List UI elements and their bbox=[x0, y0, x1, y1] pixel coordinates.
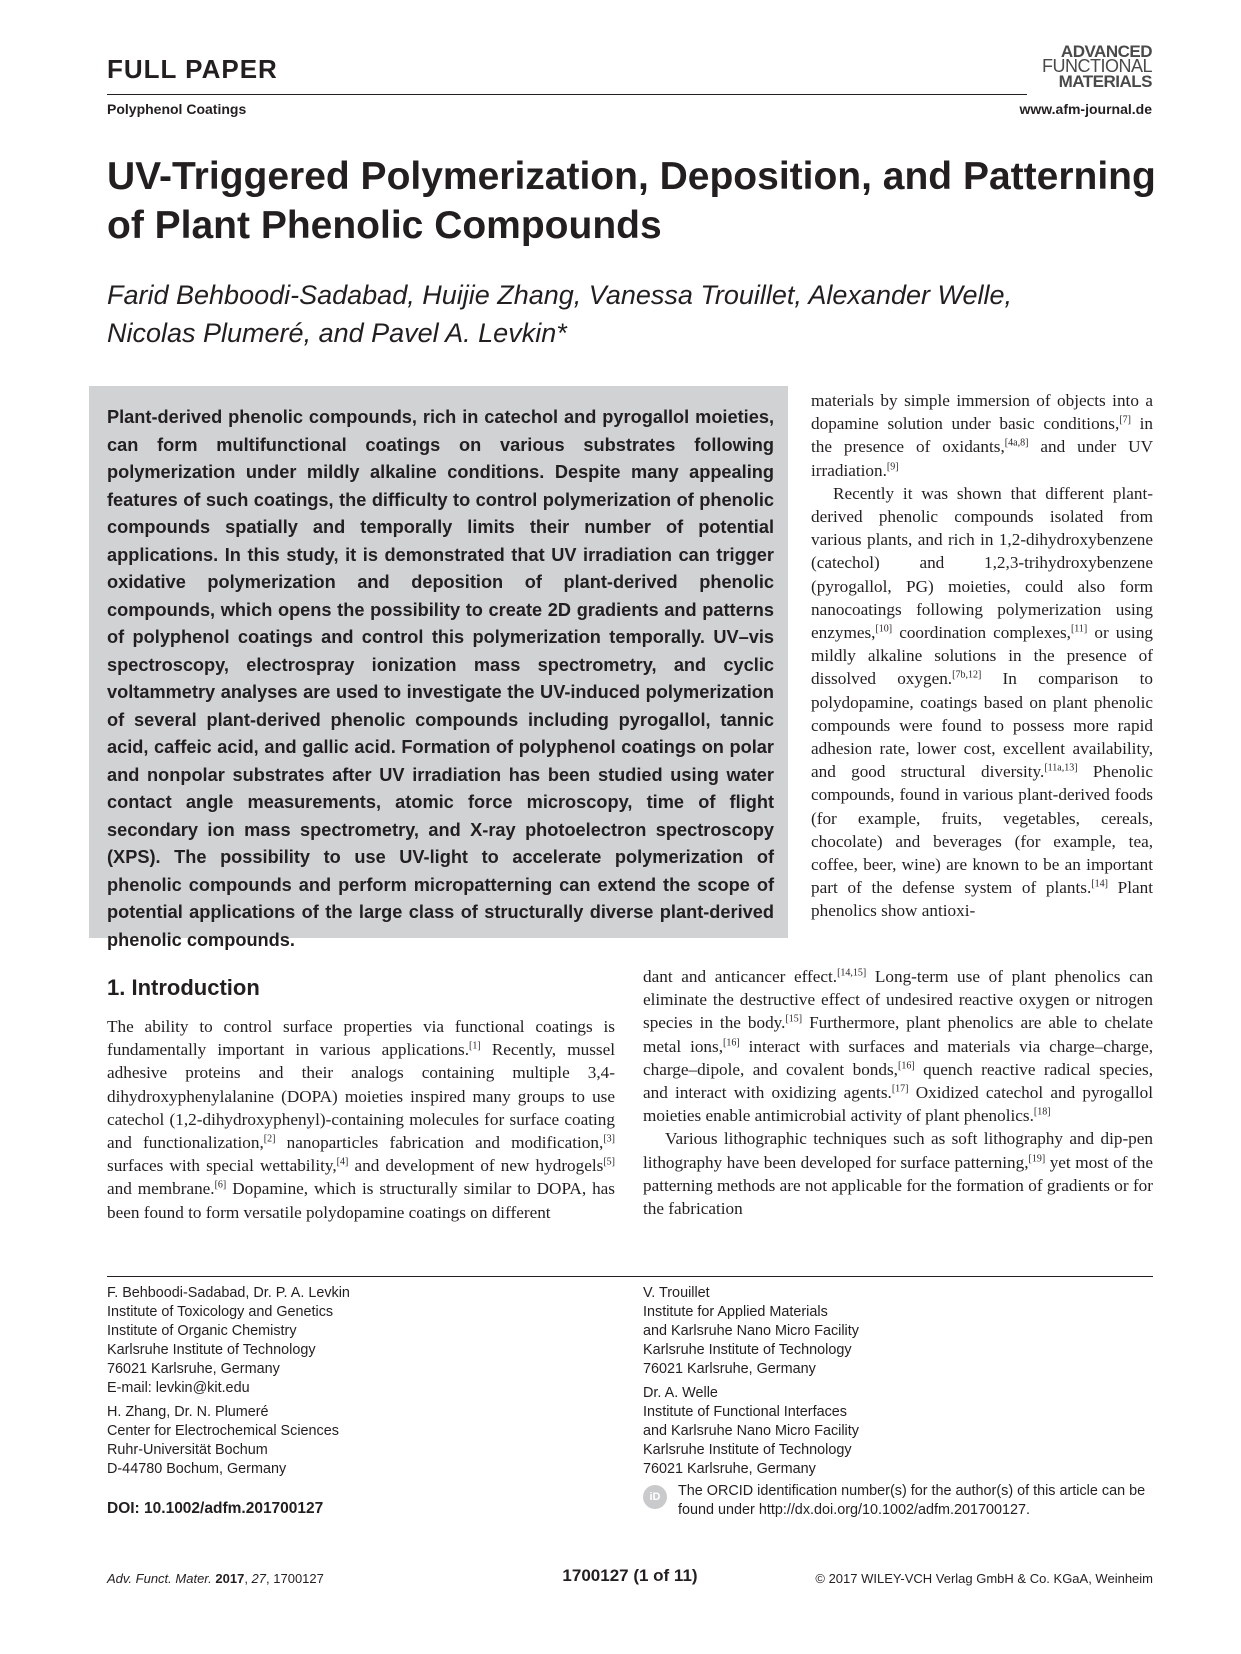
citation[interactable]: [7b,12] bbox=[952, 669, 982, 681]
body-text: nanoparticles fabrication and modification, bbox=[275, 1133, 604, 1153]
orcid-icon: iD bbox=[643, 1485, 667, 1509]
body-text: or using mildly alkaline solutions in the presence of dissolved oxygen. bbox=[811, 623, 1154, 689]
journal-logo bbox=[1032, 44, 1152, 89]
body-text: and membrane. bbox=[107, 1179, 215, 1199]
journal-logo-line: MATERIALS bbox=[1058, 72, 1152, 91]
page-number: 1700127 (1 of 11) bbox=[562, 1566, 698, 1585]
body-text: and development of new hydrogels bbox=[348, 1156, 604, 1176]
citation[interactable]: [15] bbox=[785, 1013, 803, 1025]
copyright: © 2017 WILEY-VCH Verlag GmbH & Co. KGaA, Weinheim bbox=[815, 1571, 1153, 1586]
body-paragraph bbox=[107, 1015, 615, 1224]
citation[interactable]: [7] bbox=[1119, 414, 1131, 426]
affiliations-right bbox=[643, 1284, 859, 1479]
body-text: yet most of the patterning methods are not applicable for the formation of gradients or for the fabrication bbox=[643, 1152, 1153, 1219]
citation[interactable]: [4] bbox=[336, 1156, 349, 1168]
footer-article-number: 1700127 bbox=[273, 1571, 324, 1586]
affiliation-line: D-44780 Bochum, Germany bbox=[107, 1461, 287, 1477]
body-text: Long-term use of plant phenolics can eliminate the destructive effect of undesired reactive oxygen or nitrogen species in the body. bbox=[643, 967, 1153, 1033]
body-text: dant and anticancer effect. bbox=[643, 967, 838, 986]
body-text: Oxidized catechol and pyrogallol moieties enable antimicrobial activity of plant phenolics. bbox=[643, 1083, 1154, 1126]
citation[interactable]: [1] bbox=[469, 1040, 481, 1052]
affiliation-line: Institute of Functional Interfaces bbox=[643, 1404, 847, 1420]
affiliation-line: and Karlsruhe Nano Micro Facility bbox=[643, 1423, 859, 1439]
affiliation-line: Karlsruhe Institute of Technology bbox=[643, 1442, 852, 1458]
citation[interactable]: [16] bbox=[723, 1036, 740, 1048]
citation[interactable]: [11] bbox=[1070, 623, 1088, 635]
body-column-right bbox=[811, 389, 1153, 923]
body-text: coordination complexes, bbox=[892, 623, 1071, 643]
affiliation-line: 76021 Karlsruhe, Germany bbox=[643, 1461, 816, 1477]
affiliation-line: E-mail: levkin@kit.edu bbox=[107, 1380, 250, 1396]
citation[interactable]: [3] bbox=[603, 1133, 615, 1145]
body-text: quench reactive radical species, and interact with oxidizing agents. bbox=[643, 1059, 1154, 1103]
affiliation-line: Dr. A. Welle bbox=[643, 1385, 718, 1401]
citation[interactable]: [11a,13] bbox=[1044, 762, 1078, 774]
affiliation-line: 76021 Karlsruhe, Germany bbox=[643, 1361, 816, 1377]
citation[interactable]: [5] bbox=[603, 1156, 615, 1168]
running-head-label: FULL PAPER bbox=[107, 54, 278, 84]
journal-logo-line: ADVANCED bbox=[1060, 42, 1152, 61]
section-label: Polyphenol Coatings bbox=[107, 101, 247, 117]
body-paragraph bbox=[643, 1127, 1153, 1220]
body-text: The ability to control surface properties via functional coatings is fundamentally important in various applications. bbox=[107, 1017, 615, 1060]
author-list: Farid Behboodi-Sadabad, Huijie Zhang, Vanessa Trouillet, Alexander Welle, Nicolas Plumeré, and Pavel A. Levkin* bbox=[107, 280, 1013, 348]
orcid-note: The ORCID identification number(s) for the author(s) of this article can be found under http://dx.doi.org/10.1002/adfm.201700127. bbox=[678, 1483, 1146, 1518]
body-text: Furthermore, plant phenolics are able to chelate metal ions, bbox=[643, 1013, 1153, 1056]
body-paragraph bbox=[811, 389, 1153, 482]
body-text: interact with surfaces and materials via charge–charge, charge–dipole, and covalent bonds, bbox=[643, 1036, 1153, 1079]
body-text: surfaces with special wettability, bbox=[107, 1156, 337, 1176]
citation[interactable]: [10] bbox=[875, 623, 893, 635]
journal-logo-line: FUNCTIONAL bbox=[1041, 56, 1152, 76]
affiliation-line: F. Behboodi-Sadabad, Dr. P. A. Levkin bbox=[107, 1285, 350, 1301]
citation[interactable]: [14,15] bbox=[837, 967, 867, 979]
body-text: In comparison to polydopamine, coatings based on plant phenolic compounds were found to possess more rapid adhesion rate, lower cost, excellent availability, and good structural diversity. bbox=[811, 669, 1153, 782]
affiliation-line: and Karlsruhe Nano Micro Facility bbox=[643, 1323, 859, 1339]
body-text: in the presence of oxidants, bbox=[811, 414, 1153, 457]
citation[interactable]: [14] bbox=[1091, 878, 1108, 890]
citation[interactable]: [2] bbox=[263, 1133, 276, 1145]
body-text: materials by simple immersion of objects into a dopamine solution under basic conditions, bbox=[811, 391, 1153, 434]
doi[interactable]: DOI: 10.1002/adfm.201700127 bbox=[107, 1500, 324, 1517]
citation[interactable]: [19] bbox=[1028, 1152, 1046, 1164]
affiliation-line: V. Trouillet bbox=[643, 1285, 710, 1301]
footer-volume: 27 bbox=[251, 1571, 267, 1586]
affiliation-line: 76021 Karlsruhe, Germany bbox=[107, 1361, 280, 1377]
citation[interactable]: [17] bbox=[891, 1083, 909, 1095]
header-rule bbox=[107, 94, 1027, 95]
affiliation-line: Center for Electrochemical Sciences bbox=[107, 1423, 339, 1439]
affiliation-line: Institute of Organic Chemistry bbox=[107, 1323, 297, 1339]
affiliation-line: Ruhr-Universität Bochum bbox=[107, 1442, 268, 1458]
body-paragraph bbox=[643, 965, 1153, 1127]
body-text: and under UV irradiation. bbox=[811, 437, 1153, 480]
affiliation-rule bbox=[107, 1276, 1153, 1277]
body-column-left bbox=[107, 1015, 615, 1224]
footer-journal: Adv. Funct. Mater. bbox=[107, 1571, 212, 1586]
abstract-text: Plant-derived phenolic compounds, rich in catechol and pyrogallol moieties, can form multifunctional coatings on various substrates following polymerization under mildly alkaline conditions. Despite many appealing features of such coatings, the difficulty to control polymerization of phenolic compounds spatially and temporally limits their number of potential applications. In this study, it is demonstrated that UV irradiation can trigger oxidative polymerization and deposition of plant-derived phenolic compounds, which opens the possibility to create 2D gradients and patterns of polyphenol coatings and control this polymerization temporally. UV–vis spectroscopy, electrospray ionization mass spectrometry, and cyclic voltammetry analyses are used to investigate the UV-induced polymerization of several plant-derived phenolic compounds including pyrogallol, tannic acid, caffeic acid, and gallic acid. Formation of polyphenol coatings on polar and nonpolar substrates after UV irradiation has been studied using water contact angle measurements, atomic force microscopy, time of flight secondary ion mass spectrometry, and X-ray photoelectron spectroscopy (XPS). The possibility to use UV-light to accelerate polymerization of phenolic compounds and perform micropatterning can extend the scope of potential applications of the large class of structurally diverse plant-derived phenolic compounds. bbox=[107, 407, 774, 950]
citation[interactable]: [6] bbox=[214, 1179, 227, 1191]
affiliation-line: Karlsruhe Institute of Technology bbox=[643, 1342, 852, 1358]
body-column-right-lower bbox=[643, 965, 1153, 1220]
affiliation-line: Karlsruhe Institute of Technology bbox=[107, 1342, 316, 1358]
affiliations-left bbox=[107, 1284, 350, 1479]
body-text: Dopamine, which is structurally similar to DOPA, has been found to form versatile polydopamine coatings on different bbox=[107, 1179, 615, 1222]
article-title: UV-Triggered Polymerization, Deposition, and Patterning of Plant Phenolic Compounds bbox=[107, 155, 1156, 247]
body-paragraph bbox=[811, 482, 1153, 923]
section-heading: 1. Introduction bbox=[107, 975, 260, 1000]
citation-footer: Adv. Funct. Mater. 2017, 27, 1700127 bbox=[107, 1571, 324, 1586]
journal-website-link[interactable]: www.afm-journal.de bbox=[1019, 101, 1152, 117]
body-text: Phenolic compounds, found in various plant-derived foods (for example, fruits, vegetables, cereals, chocolate) and beverages (for example, tea, coffee, beer, wine) are known to be an important part of the defense system of plants. bbox=[811, 762, 1153, 898]
affiliation-line: Institute for Applied Materials bbox=[643, 1304, 828, 1320]
body-text: Recently it was shown that different plant-derived phenolic compounds isolated from various plants, and rich in 1,2-dihydroxybenzene (catechol) and 1,2,3-trihydroxybenzene (pyrogallol, PG) moieties, could also form nanocoatings following polymerization using enzymes, bbox=[811, 483, 1153, 643]
body-text: Various lithographic techniques such as soft lithography and dip-pen lithography have been developed for surface patterning, bbox=[643, 1129, 1153, 1172]
body-text: Plant phenolics show antioxi- bbox=[811, 878, 1153, 921]
citation[interactable]: [18] bbox=[1033, 1106, 1051, 1118]
citation[interactable]: [4a,8] bbox=[1004, 437, 1029, 449]
affiliation-line: H. Zhang, Dr. N. Plumeré bbox=[107, 1404, 269, 1420]
affiliation-line: Institute of Toxicology and Genetics bbox=[107, 1304, 334, 1320]
footer-year: 2017 bbox=[215, 1571, 245, 1586]
citation[interactable]: [9] bbox=[886, 460, 899, 472]
body-text: Recently, mussel adhesive proteins and their analogs containing multiple 3,4-dihydroxyphenylalanine (DOPA) moieties inspired many groups to use catechol (1,2-dihydroxyphenyl)-containing molecules for surface coating and functionalization, bbox=[107, 1040, 615, 1153]
citation[interactable]: [16] bbox=[897, 1060, 915, 1072]
